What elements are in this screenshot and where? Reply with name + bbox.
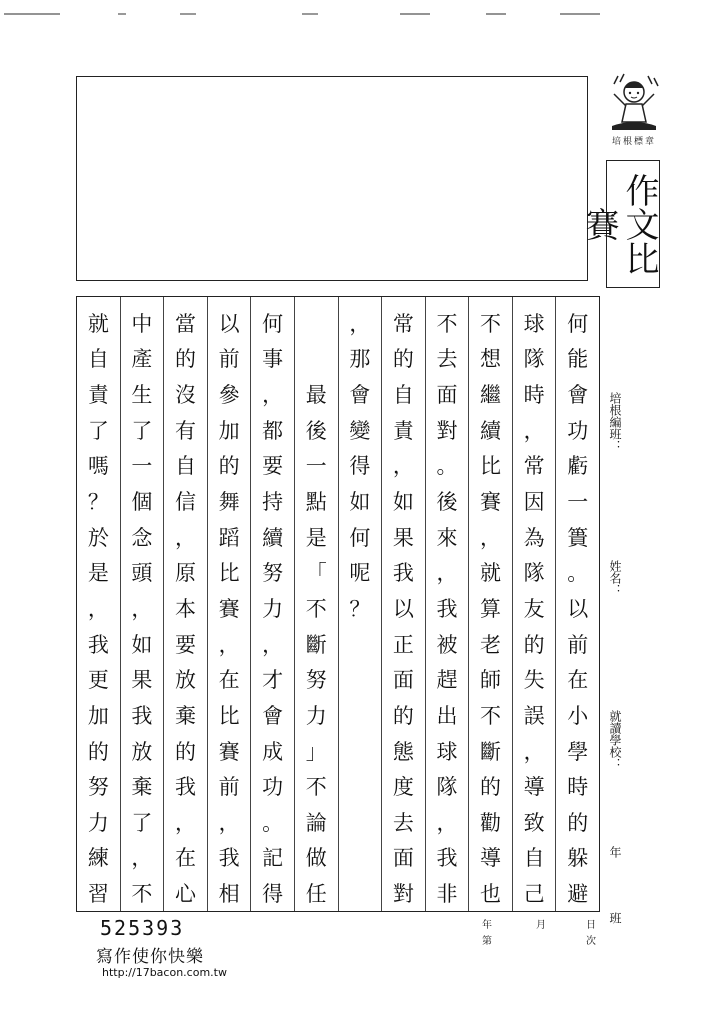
essay-character: 一 <box>305 454 327 479</box>
essay-character: 功 <box>262 775 284 800</box>
essay-character: 以 <box>567 596 589 621</box>
essay-character: 事 <box>262 347 284 372</box>
essay-character: ？ <box>87 490 109 515</box>
essay-character: 更 <box>87 668 109 693</box>
essay-character: 不 <box>436 311 458 336</box>
essay-character: 我 <box>218 846 240 871</box>
essay-character: ， <box>523 418 545 443</box>
essay-character: 任 <box>305 882 327 907</box>
essay-character: 得 <box>349 454 371 479</box>
essay-column <box>468 297 512 911</box>
essay-character: 失 <box>523 668 545 693</box>
essay-character: 努 <box>87 775 109 800</box>
essay-character: 個 <box>131 490 153 515</box>
essay-character: 加 <box>218 418 240 443</box>
essay-character: 得 <box>262 882 284 907</box>
essay-character: 最 <box>305 383 327 408</box>
essay-character: 習 <box>87 882 109 907</box>
essay-character: 以 <box>218 311 240 336</box>
essay-character: 努 <box>305 668 327 693</box>
essay-character: ， <box>436 561 458 586</box>
essay-column <box>425 297 469 911</box>
essay-character: 一 <box>567 490 589 515</box>
essay-character: 」 <box>305 739 327 764</box>
essay-character: 不 <box>305 596 327 621</box>
essay-character: 被 <box>436 632 458 657</box>
essay-character <box>339 875 382 911</box>
essay-character: 力 <box>262 596 284 621</box>
essay-character: 因 <box>523 490 545 515</box>
essay-character: 是 <box>87 561 109 586</box>
essay-character: ， <box>262 632 284 657</box>
essay-character: 對 <box>436 418 458 443</box>
essay-character: 常 <box>523 454 545 479</box>
essay-character: 去 <box>392 810 414 835</box>
essay-character: 做 <box>305 846 327 871</box>
month-label: 月 <box>536 920 546 931</box>
essay-character: 斷 <box>305 632 327 657</box>
essay-character: 避 <box>567 882 589 907</box>
essay-character: 的 <box>392 347 414 372</box>
year-label: 年 <box>482 920 492 931</box>
essay-character: 我 <box>87 632 109 657</box>
essay-character: 前 <box>567 632 589 657</box>
essay-character <box>339 804 382 840</box>
essay-character: 「 <box>305 561 327 586</box>
essay-character: 非 <box>436 882 458 907</box>
essay-character: 自 <box>523 846 545 871</box>
essay-column <box>250 297 294 911</box>
essay-character: 了 <box>131 810 153 835</box>
essay-character: 面 <box>436 383 458 408</box>
essay-character: 心 <box>175 882 196 907</box>
essay-character: 那 <box>349 347 371 372</box>
essay-character: 時 <box>523 383 545 408</box>
essay-character: ， <box>131 846 153 871</box>
essay-character: ， <box>436 810 458 835</box>
essay-character: 導 <box>480 846 502 871</box>
essay-character: 在 <box>218 668 240 693</box>
essay-character: ， <box>349 311 371 336</box>
essay-character: 不 <box>131 882 153 907</box>
essay-character: 球 <box>523 311 545 336</box>
essay-character: 老 <box>480 632 502 657</box>
essay-character: 比 <box>218 703 240 728</box>
essay-character <box>339 840 382 876</box>
essay-character <box>295 341 338 377</box>
essay-character: 放 <box>175 668 196 693</box>
essay-character: ， <box>175 525 196 550</box>
essay-character: 才 <box>262 668 284 693</box>
essay-character: 前 <box>218 775 240 800</box>
essay-character: 的 <box>480 775 502 800</box>
logo-caption: 培根標章 <box>611 137 656 147</box>
essay-character: 呢 <box>349 561 371 586</box>
essay-column <box>555 297 599 911</box>
essay-character: ， <box>218 810 240 835</box>
essay-character: 面 <box>392 846 414 871</box>
essay-character: 的 <box>175 347 196 372</box>
essay-character: 相 <box>218 882 240 907</box>
essay-character: 為 <box>523 525 545 550</box>
essay-character: 我 <box>392 561 414 586</box>
essay-character: 就 <box>87 311 109 336</box>
essay-character: 生 <box>131 383 153 408</box>
essay-character: 續 <box>480 418 502 443</box>
essay-character: 友 <box>523 596 545 621</box>
essay-character: 練 <box>87 846 109 871</box>
essay-character: 放 <box>131 739 153 764</box>
essay-character: 自 <box>87 347 109 372</box>
essay-character: 前 <box>218 347 240 372</box>
essay-character: 都 <box>262 418 284 443</box>
essay-character: ， <box>131 596 153 621</box>
essay-character: 導 <box>523 775 545 800</box>
essay-character: 嗎 <box>87 454 109 479</box>
essay-character: 小 <box>567 703 589 728</box>
count-suffix-label: 次 <box>586 936 596 947</box>
essay-character: 不 <box>480 311 502 336</box>
essay-character: 持 <box>262 490 284 515</box>
essay-character: 的 <box>523 632 545 657</box>
essay-character: 產 <box>131 347 153 372</box>
essay-character: 如 <box>392 490 414 515</box>
essay-character: ， <box>175 810 196 835</box>
essay-character: 成 <box>262 739 284 764</box>
essay-character: ， <box>87 596 109 621</box>
class-label: 培根編班： <box>608 392 622 452</box>
essay-character: 責 <box>87 383 109 408</box>
essay-character: 我 <box>175 775 196 800</box>
essay-character: 。 <box>262 810 284 835</box>
essay-character: 一 <box>131 454 153 479</box>
essay-character: 算 <box>480 596 502 621</box>
essay-character: 自 <box>175 454 196 479</box>
essay-character: 不 <box>305 775 327 800</box>
essay-character: 斷 <box>480 739 502 764</box>
essay-character: 力 <box>87 810 109 835</box>
essay-column <box>338 297 382 911</box>
essay-character: 功 <box>567 418 589 443</box>
essay-character: 棄 <box>175 703 196 728</box>
essay-character: 的 <box>87 739 109 764</box>
essay-character: 會 <box>567 383 589 408</box>
essay-character: 在 <box>175 846 196 871</box>
bacon-logo <box>604 72 664 152</box>
essay-character: 後 <box>305 418 327 443</box>
essay-character: 後 <box>436 490 458 515</box>
essay-character: 對 <box>392 882 414 907</box>
essay-character: 論 <box>305 810 327 835</box>
essay-character: 我 <box>436 846 458 871</box>
essay-character: 就 <box>480 561 502 586</box>
essay-character: 參 <box>218 383 240 408</box>
essay-character: 於 <box>87 525 109 550</box>
scan-marks <box>0 0 724 20</box>
essay-character: 頭 <box>131 561 153 586</box>
essay-character: 面 <box>392 668 414 693</box>
essay-character: 來 <box>436 525 458 550</box>
essay-character: 了 <box>131 418 153 443</box>
essay-character: 球 <box>436 739 458 764</box>
student-info-labels <box>603 392 629 952</box>
essay-character: 如 <box>349 490 371 515</box>
essay-character: 念 <box>131 525 153 550</box>
essay-character: 要 <box>175 632 196 657</box>
essay-character: 記 <box>262 846 284 871</box>
essay-character: 虧 <box>567 454 589 479</box>
essay-character: ， <box>480 525 502 550</box>
essay-character: ， <box>262 383 284 408</box>
name-label: 姓名： <box>608 560 622 596</box>
essay-character: 點 <box>305 490 327 515</box>
essay-character: ， <box>218 632 240 657</box>
essay-character: 隊 <box>436 775 458 800</box>
child-mascot-icon <box>608 72 660 132</box>
essay-character: 想 <box>480 347 502 372</box>
essay-character: 的 <box>218 454 240 479</box>
essay-column <box>120 297 164 911</box>
slogan: 寫作使你快樂 <box>96 947 204 967</box>
grade-label: 年 <box>608 846 622 858</box>
essay-character: 是 <box>305 525 327 550</box>
essay-character <box>339 661 382 697</box>
essay-column <box>381 297 425 911</box>
essay-character: 隊 <box>523 347 545 372</box>
day-label: 日 <box>586 920 596 931</box>
essay-character: 繼 <box>480 383 502 408</box>
essay-character: 賽 <box>218 739 240 764</box>
class-number-label: 班 <box>608 912 622 924</box>
essay-character: 師 <box>480 668 502 693</box>
essay-character: 的 <box>175 739 196 764</box>
essay-character: 本 <box>175 596 196 621</box>
count-prefix-label: 第 <box>482 936 492 947</box>
essay-character: 何 <box>262 311 284 336</box>
essay-character <box>295 305 338 341</box>
contest-title: 作文比賽 <box>606 160 660 288</box>
essay-character: 常 <box>392 311 414 336</box>
essay-character: 信 <box>175 490 196 515</box>
date-field <box>478 916 598 950</box>
essay-character: 原 <box>175 561 196 586</box>
essay-character: 去 <box>436 347 458 372</box>
essay-character: 度 <box>392 775 414 800</box>
essay-character: 了 <box>87 418 109 443</box>
essay-character: ， <box>392 454 414 479</box>
school-label: 就讀學校： <box>608 710 622 770</box>
essay-character <box>339 733 382 769</box>
essay-character: 時 <box>567 775 589 800</box>
essay-column <box>163 297 207 911</box>
essay-character: 比 <box>480 454 502 479</box>
essay-character: 躲 <box>567 846 589 871</box>
essay-character: 會 <box>349 383 371 408</box>
essay-character: 我 <box>436 596 458 621</box>
essay-character: 隊 <box>523 561 545 586</box>
essay-character: 賽 <box>480 490 502 515</box>
essay-character: 以 <box>392 596 414 621</box>
essay-character: 出 <box>436 703 458 728</box>
essay-character: 果 <box>131 668 153 693</box>
essay-character: 正 <box>392 632 414 657</box>
essay-character: 學 <box>567 739 589 764</box>
essay-column <box>294 297 338 911</box>
essay-character <box>339 626 382 662</box>
essay-character: ， <box>523 739 545 764</box>
essay-character: 力 <box>305 703 327 728</box>
essay-character: 何 <box>567 311 589 336</box>
essay-character: 能 <box>567 347 589 372</box>
essay-character: 有 <box>175 418 196 443</box>
essay-character: 棄 <box>131 775 153 800</box>
essay-character: 己 <box>523 882 545 907</box>
essay-character: 的 <box>567 810 589 835</box>
essay-character: 沒 <box>175 383 196 408</box>
header-blank-box <box>76 76 588 281</box>
website-url: http://17bacon.com.tw <box>102 966 227 979</box>
essay-character <box>339 768 382 804</box>
essay-character: 續 <box>262 525 284 550</box>
essay-character: 勸 <box>480 810 502 835</box>
essay-character: 會 <box>262 703 284 728</box>
essay-character: 如 <box>131 632 153 657</box>
essay-character: 也 <box>480 882 502 907</box>
score-number: 525393 <box>100 916 185 940</box>
essay-character: 態 <box>392 739 414 764</box>
essay-character: 我 <box>131 703 153 728</box>
essay-character: 賽 <box>218 596 240 621</box>
essay-character: 不 <box>480 703 502 728</box>
essay-character: 變 <box>349 418 371 443</box>
essay-character: 何 <box>349 525 371 550</box>
essay-character: 自 <box>392 383 414 408</box>
essay-character: 蹈 <box>218 525 240 550</box>
essay-character: 趕 <box>436 668 458 693</box>
essay-column <box>512 297 556 911</box>
essay-character: 在 <box>567 668 589 693</box>
essay-character: 比 <box>218 561 240 586</box>
essay-character: 責 <box>392 418 414 443</box>
essay-character: 當 <box>175 311 196 336</box>
essay-character: 努 <box>262 561 284 586</box>
essay-character: 。 <box>567 561 589 586</box>
essay-character: 舞 <box>218 490 240 515</box>
essay-character: 誤 <box>523 703 545 728</box>
essay-column <box>77 297 120 911</box>
essay-character: 的 <box>392 703 414 728</box>
essay-character <box>339 697 382 733</box>
essay-character: 中 <box>131 311 153 336</box>
essay-writing-grid <box>76 296 600 912</box>
essay-character: 果 <box>392 525 414 550</box>
essay-character: 簣 <box>567 525 589 550</box>
essay-character: 。 <box>436 454 458 479</box>
essay-character: 加 <box>87 703 109 728</box>
essay-character: ？ <box>349 596 371 621</box>
essay-column <box>207 297 251 911</box>
essay-character: 致 <box>523 810 545 835</box>
essay-character: 要 <box>262 454 284 479</box>
